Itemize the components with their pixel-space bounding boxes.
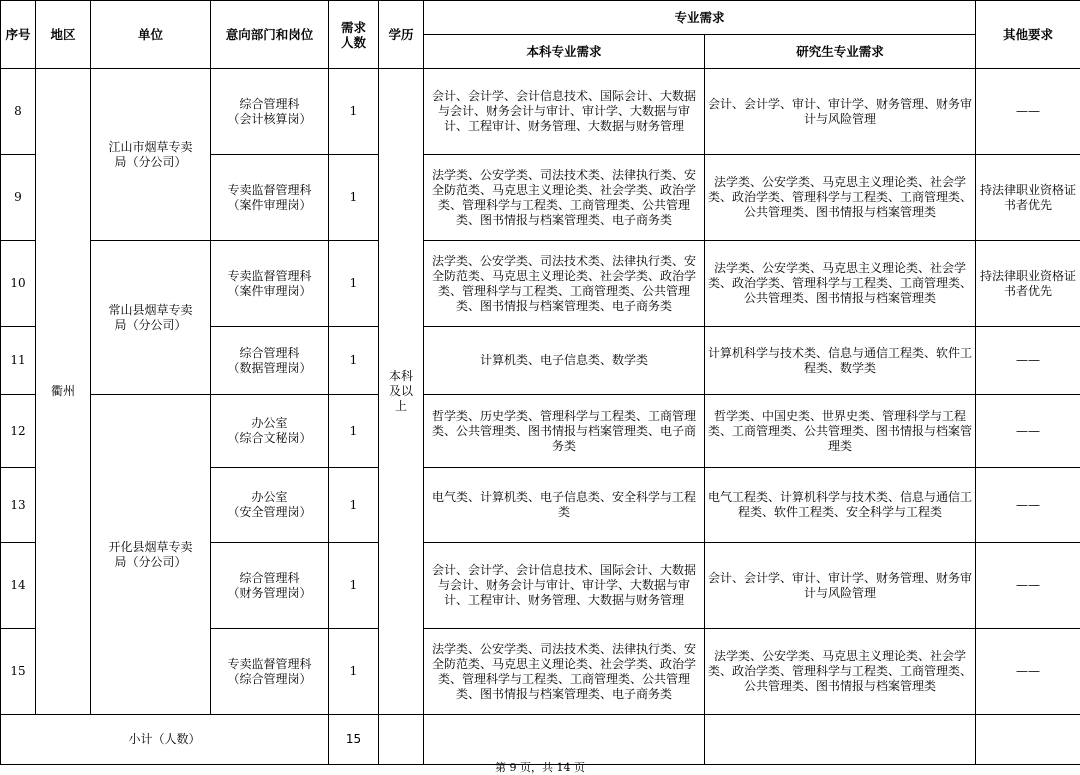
undergrad-major-cell: 法学类、公安学类、司法技术类、法律执行类、安全防范类、马克思主义理论类、社会学类、政治学类、管理科学与工程类、工商管理类、公共管理类、图书情报与档案管理类、电子商务类 — [424, 241, 705, 327]
header-count: 需求人数 — [329, 1, 379, 69]
post-name: （安全管理岗） — [227, 505, 312, 519]
header-major-req: 专业需求 — [424, 1, 976, 35]
header-unit: 单位 — [91, 1, 211, 69]
dept-name: 专卖监督管理科 — [227, 656, 312, 671]
row-seq: 10 — [1, 241, 36, 327]
unit-cell: 江山市烟草专卖局（分公司） — [91, 69, 211, 241]
unit-cell: 开化县烟草专卖局（分公司） — [91, 395, 211, 715]
header-other-req: 其他要求 — [976, 1, 1080, 69]
dept-name: 专卖监督管理科 — [227, 268, 312, 283]
other-req-cell: 持法律职业资格证书者优先 — [976, 155, 1080, 241]
dept-post-cell — [211, 468, 329, 543]
grad-major-cell: 计算机科学与技术类、信息与通信工程类、软件工程类、数学类 — [705, 327, 976, 395]
header-undergrad-major: 本科专业需求 — [424, 35, 705, 69]
undergrad-major-cell: 电气类、计算机类、电子信息类、安全科学与工程类 — [424, 468, 705, 543]
row-seq: 12 — [1, 395, 36, 468]
row-seq: 13 — [1, 468, 36, 543]
dept-post-cell — [211, 395, 329, 468]
dept-name: 办公室 — [251, 416, 288, 430]
education-cell: 本科及以上 — [379, 69, 424, 715]
grad-major-cell: 会计、会计学、审计、审计学、财务管理、财务审计与风险管理 — [705, 69, 976, 155]
grad-major-cell: 法学类、公安学类、马克思主义理论类、社会学类、政治学类、管理科学与工程类、工商管理类、公共管理类、图书情报与档案管理类 — [705, 241, 976, 327]
grad-major-cell: 会计、会计学、审计、审计学、财务管理、财务审计与风险管理 — [705, 543, 976, 629]
header-seq: 序号 — [1, 1, 36, 69]
grad-major-cell: 电气工程类、计算机科学与技术类、信息与通信工程类、软件工程类、安全科学与工程类 — [705, 468, 976, 543]
row-seq: 14 — [1, 543, 36, 629]
dept-post-cell — [211, 543, 329, 629]
count-cell: 1 — [329, 468, 379, 543]
dept-post-cell — [211, 629, 329, 715]
dept-name: 综合管理科 — [239, 570, 300, 585]
page-footer: 第 9 页，共 14 页 — [495, 761, 585, 774]
dept-name: 综合管理科 — [239, 345, 300, 360]
other-req-cell: —— — [976, 395, 1080, 468]
dept-post-cell — [211, 69, 329, 155]
undergrad-major-cell: 法学类、公安学类、司法技术类、法律执行类、安全防范类、马克思主义理论类、社会学类、政治学类、管理科学与工程类、工商管理类、公共管理类、图书情报与档案管理类、电子商务类 — [424, 155, 705, 241]
table-row — [1, 241, 1080, 327]
count-cell: 1 — [329, 241, 379, 327]
dept-post-cell — [211, 327, 329, 395]
undergrad-major-cell: 计算机类、电子信息类、数学类 — [424, 327, 705, 395]
undergrad-major-cell: 会计、会计学、会计信息技术、国际会计、大数据与会计、财务会计与审计、审计学、大数据与审计、工程审计、财务管理、大数据与财务管理 — [424, 543, 705, 629]
table-row — [1, 395, 1080, 468]
row-seq: 8 — [1, 69, 36, 155]
other-req-cell: —— — [976, 543, 1080, 629]
count-cell: 1 — [329, 155, 379, 241]
header-dept-post: 意向部门和岗位 — [211, 1, 329, 69]
grad-major-cell: 法学类、公安学类、马克思主义理论类、社会学类、政治学类、管理科学与工程类、工商管理类、公共管理类、图书情报与档案管理类 — [705, 155, 976, 241]
table-row — [1, 69, 1080, 155]
post-name: （会计核算岗） — [227, 111, 312, 126]
post-name: （数据管理岗） — [227, 360, 312, 375]
unit-cell: 常山县烟草专卖局（分公司） — [91, 241, 211, 395]
empty-cell — [976, 715, 1080, 765]
other-req-cell: —— — [976, 327, 1080, 395]
other-req-cell: —— — [976, 69, 1080, 155]
grad-major-cell: 哲学类、中国史类、世界史类、管理科学与工程类、工商管理类、公共管理类、图书情报与档案管理类 — [705, 395, 976, 468]
dept-name: 办公室 — [251, 490, 288, 504]
dept-post-cell — [211, 155, 329, 241]
dept-name: 综合管理科 — [239, 96, 300, 111]
dept-name: 专卖监督管理科 — [227, 182, 312, 197]
subtotal-value: 15 — [329, 715, 379, 765]
post-name: （案件审理岗） — [227, 197, 312, 212]
dept-post-cell — [211, 241, 329, 327]
count-cell: 1 — [329, 395, 379, 468]
empty-cell — [424, 715, 705, 765]
subtotal-label: 小计（人数） — [1, 715, 329, 765]
row-seq: 11 — [1, 327, 36, 395]
post-name: （案件审理岗） — [227, 283, 312, 298]
count-cell: 1 — [329, 69, 379, 155]
grad-major-cell: 法学类、公安学类、马克思主义理论类、社会学类、政治学类、管理科学与工程类、工商管理类、公共管理类、图书情报与档案管理类 — [705, 629, 976, 715]
header-grad-major: 研究生专业需求 — [705, 35, 976, 69]
row-seq: 9 — [1, 155, 36, 241]
other-req-cell: 持法律职业资格证书者优先 — [976, 241, 1080, 327]
other-req-cell: —— — [976, 629, 1080, 715]
header-region: 地区 — [36, 1, 91, 69]
count-cell: 1 — [329, 629, 379, 715]
count-cell: 1 — [329, 543, 379, 629]
region-cell: 衢州 — [36, 69, 91, 715]
undergrad-major-cell: 哲学类、历史学类、管理科学与工程类、工商管理类、公共管理类、图书情报与档案管理类、电子商务类 — [424, 395, 705, 468]
post-name: （财务管理岗） — [227, 585, 312, 600]
empty-cell — [379, 715, 424, 765]
undergrad-major-cell: 法学类、公安学类、司法技术类、法律执行类、安全防范类、马克思主义理论类、社会学类、政治学类、管理科学与工程类、工商管理类、公共管理类、图书情报与档案管理类、电子商务类 — [424, 629, 705, 715]
post-name: （综合文秘岗） — [227, 431, 312, 445]
post-name: （综合管理岗） — [227, 671, 312, 686]
other-req-cell: —— — [976, 468, 1080, 543]
subtotal-row — [1, 715, 1080, 765]
undergrad-major-cell: 会计、会计学、会计信息技术、国际会计、大数据与会计、财务会计与审计、审计学、大数据与审计、工程审计、财务管理、大数据与财务管理 — [424, 69, 705, 155]
row-seq: 15 — [1, 629, 36, 715]
header-education: 学历 — [379, 1, 424, 69]
count-cell: 1 — [329, 327, 379, 395]
empty-cell — [705, 715, 976, 765]
